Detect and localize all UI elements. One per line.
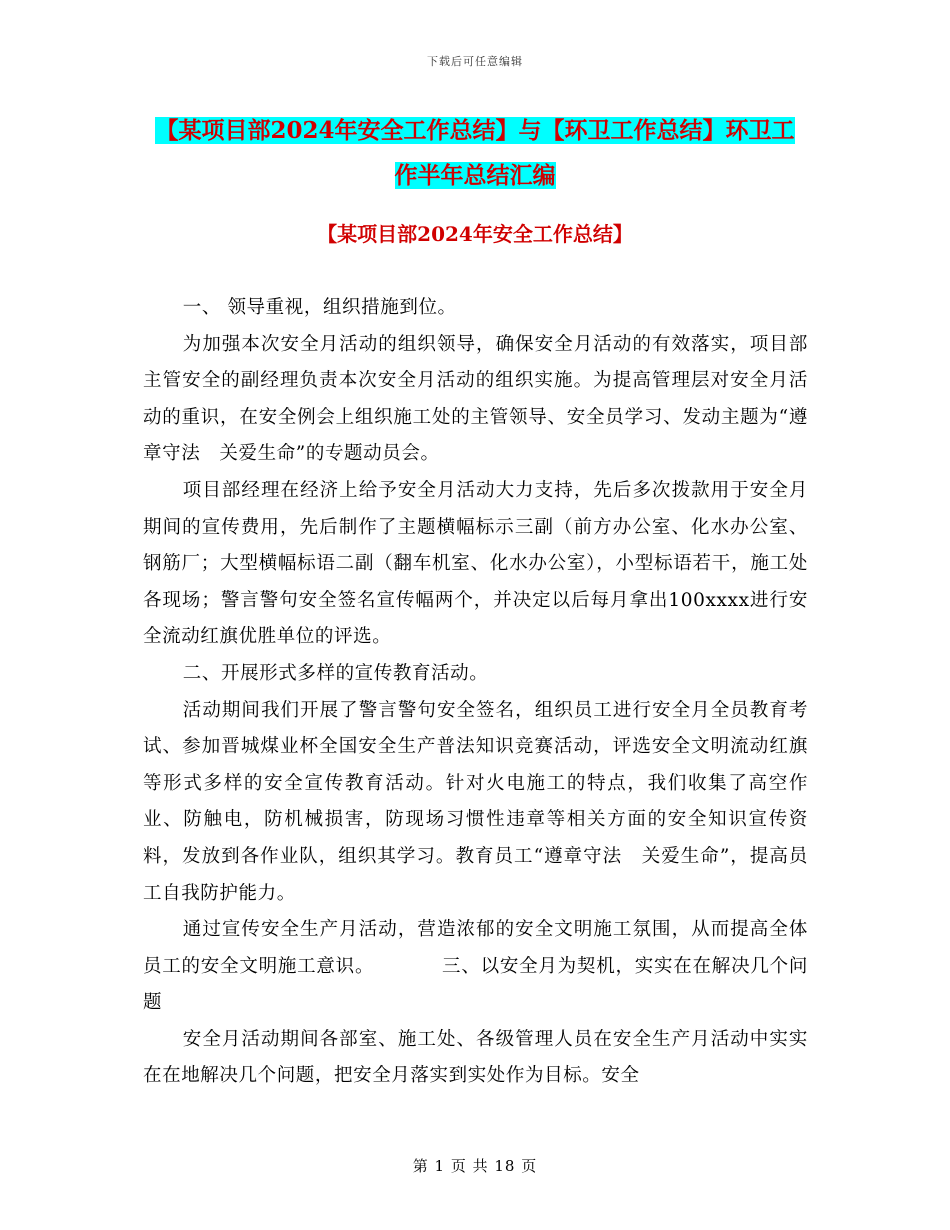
paragraph-5: 活动期间我们开展了警言警句安全签名，组织员工进行安全月全员教育考试、参加晋城煤业杯全国安全生产普法知识竞赛活动，评选安全文明流动红旗等形式多样的安全宣传教育活动。针对火电施工的特点，我们收集了高空作业、防触电，防机械损害，防现场习惯性违章等相关方面的安全知识宣传资料，发放到各作业队，组织其学习。教育员工“遵章守法 关爱生命”，提高员工自我防护能力。 <box>143 699 808 904</box>
paragraph-3: 项目部经理在经济上给予安全月活动大力支持，先后多次拨款用于安全月期间的宣传费用，先后制作了主题横幅标示三副（前方办公室、化水办公室、钢筋厂；大型横幅标语二副（翻车机室、化水办公室），小型标语若干，施工处各现场；警言警句安全签名宣传幅两个，并决定以后每月拿出100xxxx进行安全流动红旗优胜单位的评选。 <box>143 479 808 648</box>
paragraph-7: 安全月活动期间各部室、施工处、各级管理人员在安全生产月活动中实实在在地解决几个问题，把安全月落实到实处作为目标。安全 <box>143 1028 808 1087</box>
page-number: 第 1 页 共 18 页 <box>412 1157 538 1175</box>
paragraph-2: 为加强本次安全月活动的组织领导，确保安全月活动的有效落实，项目部主管安全的副经理负责本次安全月活动的组织实施。为提高管理层对安全月活动的重识，在安全例会上组织施工处的主管领导、安全员学习、发动主题为“遵章守法 关爱生命”的专题动员会。 <box>143 333 808 465</box>
document-title <box>150 108 800 198</box>
section-title: 【某项目部2024年安全工作总结】 <box>317 222 633 246</box>
document-body <box>143 290 808 1095</box>
paragraph-6: 通过宣传安全生产月活动，营造浓郁的安全文明施工氛围，从而提高全体员工的安全文明施工意识。 三、以安全月为契机，实实在在解决几个问题 <box>143 919 808 1014</box>
paragraph-1: 一、 领导重视，组织措施到位。 <box>182 297 457 318</box>
document-title-text: 【某项目部2024年安全工作总结】与【环卫工作总结】环卫工作半年总结汇编 <box>155 117 795 189</box>
page-header: 下载后可任意编辑 <box>427 55 523 68</box>
paragraph-4: 二、开展形式多样的宣传教育活动。 <box>182 662 489 684</box>
